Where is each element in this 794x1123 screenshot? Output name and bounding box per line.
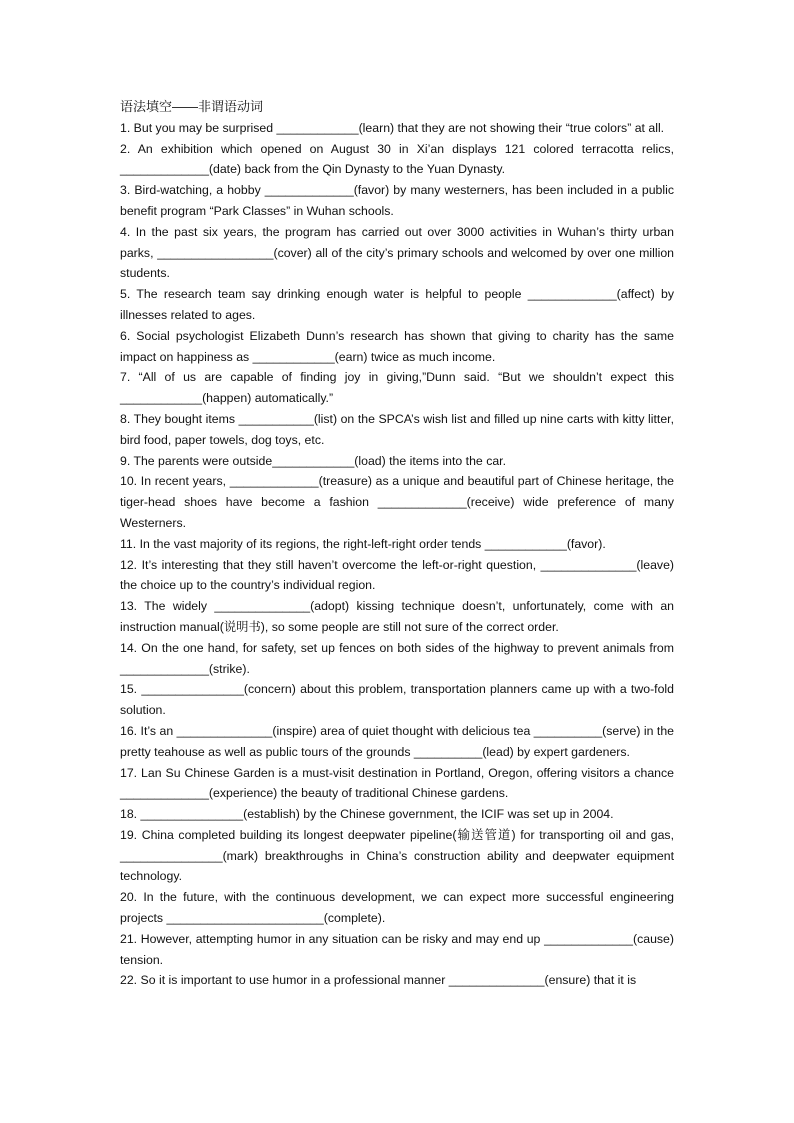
question-18: 18. _______________(establish) by the Chinese government, the ICIF was set up in 2004. — [120, 807, 614, 822]
question-9: 9. The parents were outside____________(load) the items into the car. — [120, 453, 507, 468]
worksheet — [120, 97, 674, 991]
question-list — [120, 118, 674, 991]
question-16: 16. It’s an ______________(inspire) area of quiet thought with delicious tea __________(serve) in the pretty teahouse as well as public tours of the grounds __________(lead) by expert gardeners. — [120, 723, 674, 759]
question-20: 20. In the future, with the continuous development, we can expect more successful engineering projects _______________________(complete). — [120, 890, 674, 926]
question-21: 21. However, attempting humor in any situation can be risky and may end up _____________(cause) tension. — [120, 931, 674, 967]
question-8: 8. They bought items ___________(list) on the SPCA’s wish list and filled up nine carts with kitty litter, bird food, paper towels, dog toys, etc. — [120, 411, 674, 447]
worksheet-title: 语法填空——非谓语动词 — [120, 99, 264, 114]
question-11: 11. In the vast majority of its regions, the right-left-right order tends ____________(favor). — [120, 536, 606, 551]
question-22: 22. So it is important to use humor in a professional manner ______________(ensure) that it is — [120, 973, 637, 988]
question-2: 2. An exhibition which opened on August 30 in Xi’an displays 121 colored terracotta relics, _____________(date) back from the Qin Dynasty to the Yuan Dynasty. — [120, 141, 674, 177]
question-12: 12. It’s interesting that they still haven’t overcome the left-or-right question, ______________(leave) the choice up to the country’s individual region. — [120, 557, 674, 593]
question-10: 10. In recent years, _____________(treasure) as a unique and beautiful part of Chinese heritage, the tiger-head shoes have become a fashion _____________(receive) wide preference of many Westerners. — [120, 474, 674, 530]
question-19: 19. China completed building its longest deepwater pipeline(输送管道) for transporting oil and gas, _______________(mark) breakthroughs in China’s construction ability and deepwater equipment technology. — [120, 827, 674, 884]
question-3: 3. Bird-watching, a hobby _____________(favor) by many westerners, has been included in a public benefit program “Park Classes” in Wuhan schools. — [120, 183, 674, 218]
question-1: 1. But you may be surprised ____________(learn) that they are not showing their “true colors” at all. — [120, 120, 665, 135]
question-13: 13. The widely ______________(adopt) kissing technique doesn’t, unfortunately, come with an instruction manual(说明书), so some people are still not sure of the correct order. — [120, 599, 674, 634]
question-5: 5. The research team say drinking enough water is helpful to people _____________(affect) by illnesses related to ages. — [120, 287, 674, 322]
question-17: 17. Lan Su Chinese Garden is a must-visit destination in Portland, Oregon, offering visitors a chance _____________(experience) the beauty of traditional Chinese gardens. — [120, 765, 674, 801]
question-7: 7. “All of us are capable of finding joy in giving,”Dunn said. “But we shouldn’t expect this ____________(happen) automatically.” — [120, 370, 674, 406]
question-6: 6. Social psychologist Elizabeth Dunn’s research has shown that giving to charity has the same impact on happiness as ____________(earn) twice as much income. — [120, 328, 674, 364]
question-14: 14. On the one hand, for safety, set up fences on both sides of the highway to prevent animals from _____________(strike). — [120, 640, 674, 676]
question-15: 15. _______________(concern) about this problem, transportation planners came up with a two-fold solution. — [120, 682, 674, 718]
question-4: 4. In the past six years, the program has carried out over 3000 activities in Wuhan’s thirty urban parks, _________________(cover) all of the city’s primary schools and welcomed by over one million students. — [120, 224, 674, 281]
